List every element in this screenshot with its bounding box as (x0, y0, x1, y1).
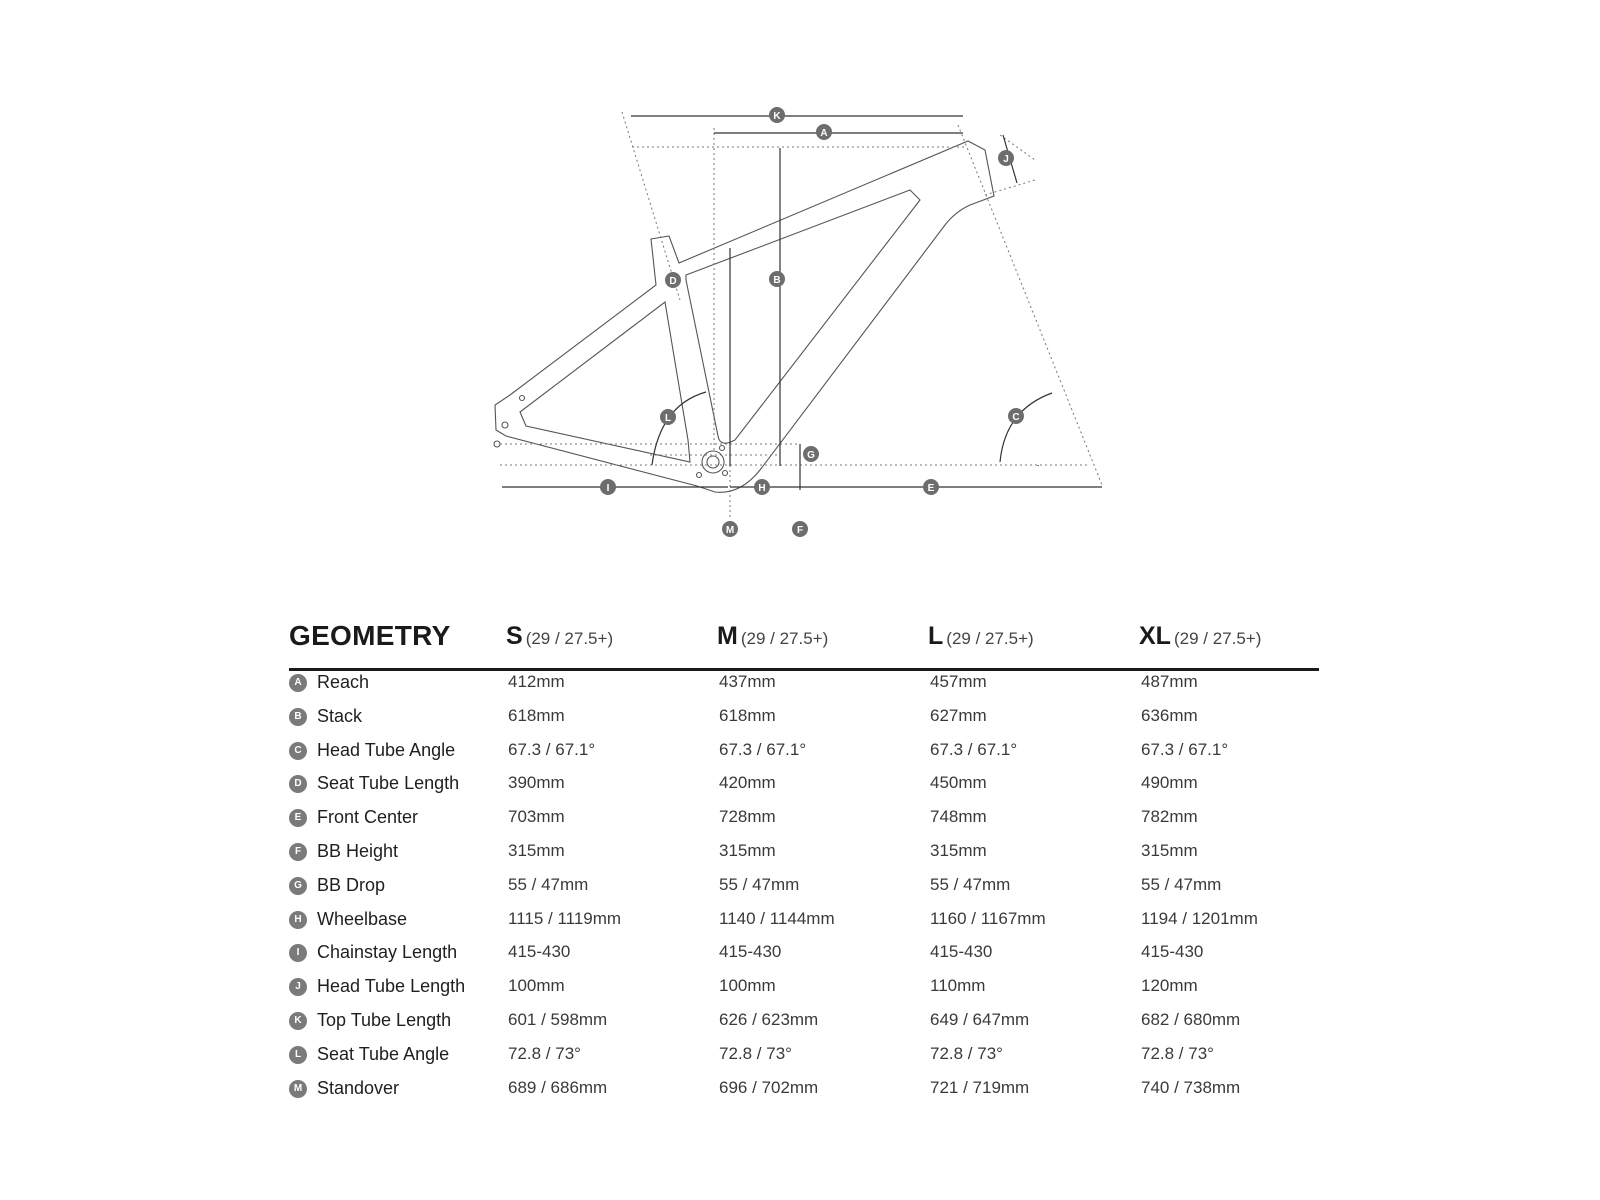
row-letter-icon: K (289, 1012, 307, 1030)
size-name: S (506, 622, 523, 650)
marker-f (792, 521, 808, 537)
row-value-s: 67.3 / 67.1° (508, 739, 596, 759)
row-value-xl: 415-430 (1141, 942, 1204, 962)
row-value-m: 696 / 702mm (719, 1077, 819, 1097)
row-value-m: 67.3 / 67.1° (719, 739, 807, 759)
marker-i-label: I (606, 483, 610, 494)
row-value-m: 72.8 / 73° (719, 1043, 792, 1063)
marker-b (769, 271, 785, 287)
row-value-s: 689 / 686mm (508, 1077, 608, 1097)
row-label: Seat Tube Angle (317, 1043, 450, 1064)
table-row (289, 700, 1319, 734)
row-label: Standover (317, 1077, 400, 1098)
row-value-l: 315mm (930, 841, 987, 860)
row-label: Seat Tube Length (317, 773, 460, 794)
marker-g-label: G (807, 450, 815, 461)
row-letter-icon: I (289, 944, 307, 962)
row-letter-icon: J (289, 978, 307, 996)
marker-i (600, 479, 616, 495)
size-name: M (717, 622, 738, 650)
row-value-s: 390mm (508, 773, 565, 793)
row-value-s: 601 / 598mm (508, 1010, 608, 1029)
marker-l (660, 409, 676, 425)
rear-triangle-inner (520, 302, 690, 462)
row-value-m: 618mm (719, 705, 776, 725)
row-value-s: 315mm (508, 841, 565, 860)
table-row (289, 734, 1319, 768)
marker-d-label: D (669, 276, 677, 287)
row-label: Wheelbase (317, 908, 408, 929)
row-value-xl: 55 / 47mm (1141, 874, 1222, 894)
row-letter-icon: H (289, 911, 307, 929)
row-value-s: 100mm (508, 976, 565, 996)
row-value-s: 618mm (508, 705, 565, 725)
table-row (289, 801, 1319, 835)
marker-l-label: L (664, 413, 672, 424)
table-row (289, 767, 1319, 801)
marker-g (803, 446, 819, 462)
table-row (289, 1004, 1319, 1038)
row-value-l: 415-430 (930, 942, 993, 962)
table-row (289, 666, 1319, 700)
row-value-m: 437mm (719, 672, 776, 691)
table-row (289, 1038, 1319, 1072)
row-value-xl: 490mm (1141, 773, 1198, 793)
row-label: Head Tube Length (317, 976, 466, 997)
row-label: Chainstay Length (317, 942, 458, 963)
size-wheel-note: (29 / 27.5+) (525, 629, 614, 648)
row-value-l: 55 / 47mm (930, 874, 1011, 894)
row-label: Head Tube Angle (317, 739, 456, 760)
marker-d (665, 272, 681, 288)
frame-geometry-diagram (0, 0, 1600, 560)
size-name: L (928, 622, 944, 650)
row-value-s: 55 / 47mm (508, 874, 589, 894)
table-row (289, 903, 1319, 937)
row-letter-icon: B (289, 708, 307, 726)
marker-c-label: C (1012, 412, 1020, 423)
row-value-xl: 782mm (1141, 807, 1198, 827)
row-value-l: 110mm (930, 976, 986, 996)
size-name: XL (1139, 622, 1171, 650)
row-label: BB Height (317, 841, 399, 861)
row-value-m: 728mm (719, 807, 776, 827)
row-value-xl: 120mm (1141, 976, 1198, 996)
geometry-table (289, 612, 1319, 672)
row-value-m: 100mm (719, 976, 776, 996)
frame-outline (495, 141, 994, 492)
row-value-l: 457mm (930, 672, 987, 691)
row-label: Top Tube Length (317, 1010, 452, 1030)
table-header (289, 612, 1319, 672)
row-value-xl: 682 / 680mm (1141, 1010, 1241, 1029)
row-label: Reach (317, 672, 370, 692)
marker-j-label: J (1003, 154, 1009, 165)
frame-inner (686, 190, 920, 443)
table-row (289, 869, 1319, 903)
row-value-l: 627mm (930, 705, 987, 725)
row-value-m: 420mm (719, 773, 776, 793)
table-row (289, 835, 1319, 869)
bottom-bracket (702, 451, 724, 473)
size-wheel-note: (29 / 27.5+) (946, 629, 1034, 648)
row-value-l: 67.3 / 67.1° (930, 739, 1018, 759)
row-letter-icon: C (289, 742, 307, 760)
row-label: Front Center (317, 807, 419, 828)
row-value-m: 315mm (719, 841, 776, 860)
size-header-m (717, 622, 828, 651)
size-wheel-note: (29 / 27.5+) (1173, 629, 1262, 648)
row-letter-icon: M (289, 1080, 307, 1098)
row-label: BB Drop (317, 874, 386, 895)
marker-h-label: H (758, 483, 766, 494)
row-value-xl: 487mm (1141, 672, 1198, 691)
row-value-m: 415-430 (719, 942, 782, 962)
marker-f-label: F (796, 525, 804, 536)
row-value-s: 1115 / 1119mm (508, 908, 622, 928)
row-value-l: 721 / 719mm (930, 1077, 1030, 1097)
row-value-s: 412mm (508, 672, 565, 691)
marker-e (923, 479, 939, 495)
marker-a-label: A (820, 128, 828, 139)
row-value-l: 649 / 647mm (930, 1010, 1030, 1029)
marker-m (722, 521, 738, 537)
row-value-m: 55 / 47mm (719, 874, 800, 894)
marker-c (1008, 408, 1024, 424)
row-value-s: 703mm (508, 807, 565, 827)
row-letter-icon: E (289, 809, 307, 827)
size-wheel-note: (29 / 27.5+) (740, 629, 829, 648)
marker-m-label: M (725, 525, 735, 536)
row-letter-icon: L (289, 1046, 307, 1064)
row-value-xl: 67.3 / 67.1° (1141, 739, 1229, 759)
marker-k (769, 107, 785, 123)
row-value-m: 1140 / 1144mm (719, 908, 835, 928)
row-value-l: 72.8 / 73° (930, 1043, 1003, 1063)
table-title: GEOMETRY (289, 620, 451, 651)
marker-k-label: K (773, 111, 781, 122)
row-letter-icon: G (289, 877, 307, 895)
size-header-xl (1139, 622, 1261, 651)
marker-h (754, 479, 770, 495)
row-letter-icon: D (289, 775, 307, 793)
row-letter-icon: A (289, 674, 307, 692)
row-value-s: 415-430 (508, 942, 571, 962)
row-value-xl: 740 / 738mm (1141, 1077, 1241, 1097)
row-value-xl: 1194 / 1201mm (1141, 908, 1258, 928)
row-value-l: 748mm (930, 807, 987, 827)
row-value-xl: 636mm (1141, 705, 1198, 725)
table-row (289, 970, 1319, 1004)
row-value-s: 72.8 / 73° (508, 1043, 581, 1063)
row-value-xl: 72.8 / 73° (1141, 1043, 1214, 1063)
marker-j (998, 150, 1014, 166)
row-value-l: 1160 / 1167mm (930, 908, 1046, 928)
dropout-bolt (502, 422, 508, 428)
size-header-s (506, 622, 613, 651)
marker-b-label: B (773, 275, 781, 286)
row-letter-icon: F (289, 843, 307, 861)
table-row (289, 936, 1319, 970)
marker-e-label: E (927, 483, 935, 494)
table-row (289, 1072, 1319, 1106)
row-label: Stack (317, 705, 363, 726)
row-value-m: 626 / 623mm (719, 1010, 819, 1029)
row-value-l: 450mm (930, 773, 987, 793)
size-header-l (928, 622, 1034, 651)
row-value-xl: 315mm (1141, 841, 1198, 860)
marker-a (816, 124, 832, 140)
